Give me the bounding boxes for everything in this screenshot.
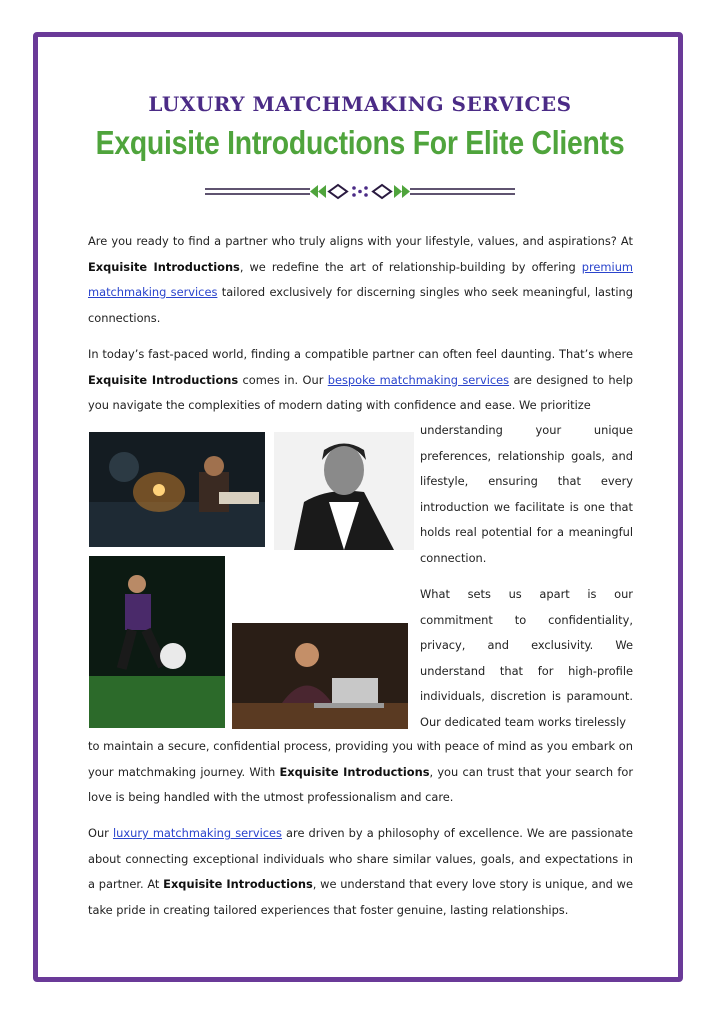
brand-name: Exquisite Introductions [88,372,239,387]
paragraph-3 [88,734,633,811]
p4-text-b: are driven by a philosophy of excellence. We are passionate about connecting exceptional individuals who share similar values, goals, and expectations in a partner. At [88,826,634,891]
premium-matchmaking-link[interactable]: premium matchmaking services [88,259,634,299]
p2-text-c: are designed to help you navigate the complexities of modern dating with confidence and ease. We prioritize [88,372,634,412]
p1-text-c: tailored exclusively for discerning singles who seek meaningful, lasting connections. [88,285,633,325]
p1-text-a: Are you ready to find a partner who truly aligns with your lifestyle, values, and aspirations? At [88,234,633,248]
paragraph-4 [88,821,633,923]
bespoke-matchmaking-link[interactable]: bespoke matchmaking services [327,372,510,387]
p2-text-b: comes in. Our [242,372,324,387]
p3-text-a: What sets us apart is our commitment to confidentiality, privacy, and exclusivity. We understand that for high-profile individuals, discretion is paramount. Our dedicated team works tirelessly [420,587,633,729]
p1-text-b: , we redefine the art of relationship-building by offering [239,259,576,274]
page-title: Exquisite Introductions For Elite Clients [95,124,625,161]
p2-text-d: understanding your unique preferences, relationship goals, and lifestyle, ensuring that every introduction we facilitate is one that holds real potential for a meaningful connection. [420,423,633,565]
soccer-player-photo [89,556,225,728]
paragraph-2 [88,342,633,419]
paragraph-3-column [420,582,633,735]
p3-text-c: , you can trust that your search for love is being handled with the utmost professionalism and care. [88,764,634,804]
page-kicker: LUXURY MATCHMAKING SERVICES [148,92,572,116]
intro-paragraph [88,229,633,331]
man-laptop-photo [232,623,408,729]
brand-name: Exquisite Introductions [279,764,430,779]
p3-text-b: to maintain a secure, confidential process, providing you with peace of mind as you embark on your matchmaking journey. With [88,739,633,779]
man-portrait-photo [274,432,414,550]
brand-name: Exquisite Introductions [163,877,313,891]
man-reading-photo [89,432,265,547]
paragraph-2-column [420,418,633,571]
p4-text-c: , we understand that every love story is unique, and we take pride in creating tailored experiences that foster genuine, lasting relationships. [88,877,633,917]
p2-text-a: In today’s fast-paced world, finding a compatible partner can often feel daunting. That’s where [88,347,633,361]
luxury-matchmaking-link[interactable]: luxury matchmaking services [112,826,282,840]
divider-ornament-icon [205,180,515,204]
p4-text-a: Our [88,826,109,840]
brand-name: Exquisite Introductions [88,259,240,274]
